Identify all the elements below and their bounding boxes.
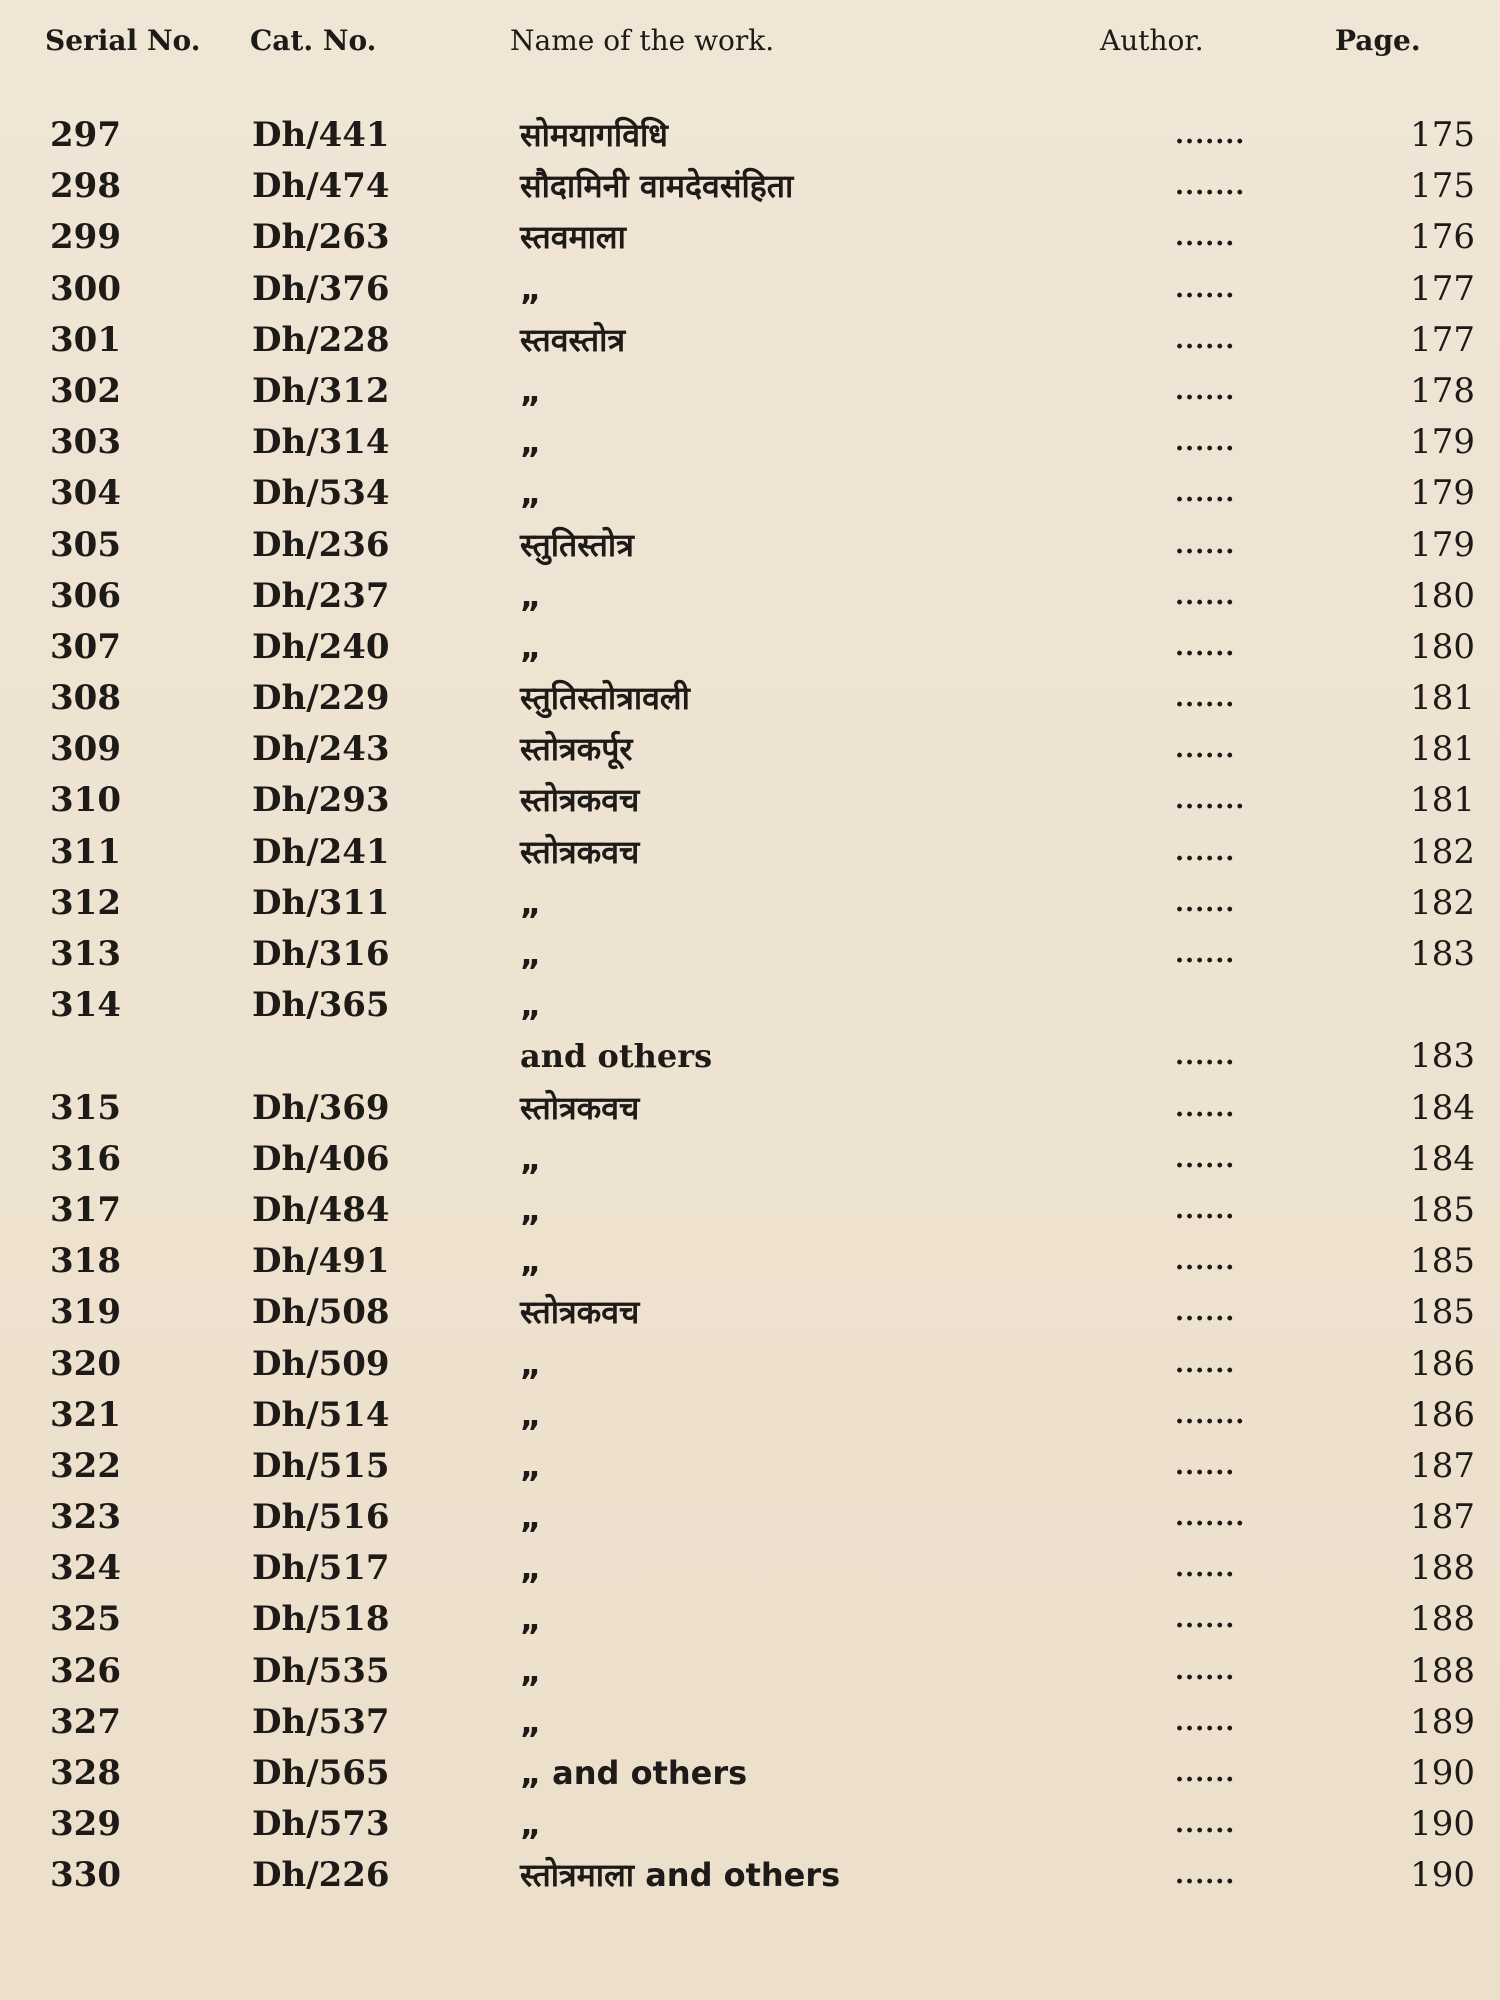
serial-no: 328 [50, 1753, 121, 1793]
serial-no: 299 [50, 217, 121, 258]
page-number: 184 [1410, 1087, 1475, 1128]
serial-no: 302 [50, 370, 121, 411]
serial-no: 303 [50, 422, 121, 463]
column-header-row [0, 24, 1500, 64]
serial-no: 321 [50, 1394, 121, 1435]
page-number: 186 [1410, 1394, 1475, 1435]
name-of-work: सौदामिनी वामदेवसंहिता [520, 167, 794, 206]
table-row [0, 417, 1500, 468]
author: ...... [1175, 1041, 1236, 1072]
header-page: Page. [1335, 24, 1421, 57]
author: ...... [1175, 1604, 1236, 1635]
table-row [0, 520, 1500, 571]
page-number: 179 [1410, 473, 1475, 514]
page-number: 188 [1410, 1548, 1475, 1589]
author: ...... [1175, 1143, 1236, 1174]
page-number: 178 [1410, 370, 1475, 411]
page-number: 185 [1410, 1189, 1475, 1230]
cat-no: Dh/316 [252, 934, 390, 974]
header-cat-no: Cat. No. [250, 24, 377, 57]
cat-no: Dh/491 [252, 1241, 390, 1282]
serial-no: 329 [50, 1804, 121, 1845]
cat-no: Dh/484 [252, 1189, 390, 1230]
table-row [0, 673, 1500, 724]
table-row [0, 1390, 1500, 1441]
cat-no: Dh/240 [252, 626, 390, 667]
table-row [0, 1441, 1500, 1492]
table-row [0, 1031, 1500, 1082]
table-row [0, 1748, 1500, 1799]
name-of-work: स्तुतिस्तोत्रावली [520, 679, 690, 718]
page-number: 177 [1410, 268, 1475, 309]
table-row [0, 1646, 1500, 1697]
table-row [0, 1236, 1500, 1287]
author: ....... [1175, 1502, 1246, 1533]
cat-no: Dh/226 [252, 1855, 390, 1896]
serial-no: 311 [50, 831, 121, 872]
name-of-work: „ [520, 423, 542, 462]
name-of-work: „ [520, 1600, 542, 1639]
page-number: 176 [1410, 217, 1475, 258]
page-number: 188 [1410, 1650, 1475, 1691]
catalogue-table [0, 110, 1500, 1902]
cat-no: Dh/312 [252, 370, 390, 411]
table-row [0, 980, 1500, 1031]
name-of-work: „ [520, 269, 542, 308]
author: ...... [1175, 1655, 1236, 1686]
name-of-work: „ [520, 1139, 542, 1178]
page-number: 190 [1410, 1804, 1475, 1845]
cat-no: Dh/565 [252, 1753, 390, 1793]
page-number: 184 [1410, 1138, 1475, 1179]
author: ...... [1175, 529, 1236, 560]
table-row [0, 110, 1500, 161]
cat-no: Dh/365 [252, 985, 390, 1026]
name-of-work: „ [520, 935, 542, 973]
cat-no: Dh/237 [252, 575, 390, 616]
page-number: 187 [1410, 1445, 1475, 1486]
cat-no: Dh/518 [252, 1599, 390, 1640]
name-of-work: „ [520, 1395, 542, 1434]
name-of-work: „ [520, 1242, 542, 1281]
table-row [0, 724, 1500, 775]
page-number: 185 [1410, 1292, 1475, 1333]
cat-no: Dh/509 [252, 1343, 390, 1384]
name-of-work: „ [520, 1805, 542, 1844]
page-number: 175 [1410, 166, 1475, 207]
cat-no: Dh/474 [252, 166, 390, 207]
serial-no: 324 [50, 1548, 121, 1589]
cat-no: Dh/314 [252, 422, 390, 463]
author: ...... [1175, 1246, 1236, 1277]
cat-no: Dh/573 [252, 1804, 390, 1845]
name-of-work: „ [520, 1651, 542, 1690]
table-row [0, 1543, 1500, 1594]
table-row [0, 929, 1500, 980]
cat-no: Dh/236 [252, 524, 390, 565]
name-of-work: स्तवमाला [520, 218, 626, 257]
author: ...... [1175, 324, 1236, 355]
author: ...... [1175, 1092, 1236, 1123]
page-number: 183 [1410, 1036, 1475, 1077]
serial-no: 304 [50, 473, 121, 514]
cat-no: Dh/516 [252, 1497, 390, 1538]
cat-no: Dh/376 [252, 268, 390, 309]
author: ....... [1175, 120, 1246, 150]
cat-no: Dh/406 [252, 1138, 390, 1179]
page-number: 179 [1410, 422, 1475, 463]
author: ...... [1175, 683, 1236, 714]
serial-no: 330 [50, 1855, 121, 1896]
serial-no: 322 [50, 1445, 121, 1486]
serial-no: 305 [50, 524, 121, 565]
author: ...... [1175, 580, 1236, 611]
page-number: 189 [1410, 1701, 1475, 1742]
table-row [0, 1287, 1500, 1338]
author: ...... [1175, 273, 1236, 304]
table-row [0, 468, 1500, 519]
cat-no: Dh/243 [252, 729, 390, 770]
cat-no: Dh/515 [252, 1445, 390, 1486]
page-number: 182 [1410, 882, 1475, 923]
author: ...... [1175, 1860, 1236, 1891]
name-of-work: and others [520, 1037, 713, 1076]
name-of-work: स्तोत्रमाला and others [520, 1856, 841, 1895]
author: ...... [1175, 1297, 1236, 1328]
name-of-work: „ [520, 1702, 542, 1741]
author: ...... [1175, 1194, 1236, 1225]
author: ...... [1175, 222, 1236, 253]
table-row [0, 1850, 1500, 1901]
table-row [0, 212, 1500, 263]
serial-no: 308 [50, 678, 121, 719]
cat-no: Dh/241 [252, 831, 390, 872]
cat-no: Dh/514 [252, 1394, 390, 1435]
name-of-work: „ [520, 474, 542, 513]
table-row [0, 827, 1500, 878]
page-number: 185 [1410, 1241, 1475, 1282]
page-number: 188 [1410, 1599, 1475, 1640]
table-row [0, 315, 1500, 366]
cat-no: Dh/441 [252, 115, 390, 155]
author: ...... [1175, 1809, 1236, 1840]
page-number: 190 [1410, 1753, 1475, 1793]
name-of-work: स्तुतिस्तोत्र [520, 525, 634, 564]
serial-no: 315 [50, 1087, 121, 1128]
name-of-work: „ [520, 371, 542, 410]
table-row [0, 1799, 1500, 1850]
table-row [0, 775, 1500, 826]
author: ...... [1175, 734, 1236, 765]
serial-no: 318 [50, 1241, 121, 1282]
author: ...... [1175, 478, 1236, 509]
name-of-work: „ [520, 627, 542, 666]
table-row [0, 878, 1500, 929]
name-of-work: „ [520, 1549, 542, 1588]
table-row [0, 1697, 1500, 1748]
serial-no: 297 [50, 115, 121, 155]
author: ...... [1175, 1758, 1236, 1788]
page-number: 190 [1410, 1855, 1475, 1896]
header-name-of-work: Name of the work. [510, 24, 775, 57]
serial-no: 298 [50, 166, 121, 207]
author: ....... [1175, 1399, 1246, 1430]
cat-no: Dh/229 [252, 678, 390, 719]
author: ....... [1175, 785, 1246, 816]
author: ....... [1175, 171, 1246, 202]
name-of-work: स्तोत्रकवच [520, 832, 640, 871]
serial-no: 319 [50, 1292, 121, 1333]
header-author: Author. [1100, 24, 1204, 57]
author: ...... [1175, 939, 1236, 969]
author: ...... [1175, 427, 1236, 458]
name-of-work: „ [520, 576, 542, 615]
serial-no: 326 [50, 1650, 121, 1691]
author: ...... [1175, 1553, 1236, 1584]
cat-no: Dh/311 [252, 882, 390, 923]
page-number: 187 [1410, 1497, 1475, 1538]
page-number: 182 [1410, 831, 1475, 872]
table-row [0, 1185, 1500, 1236]
serial-no: 301 [50, 319, 121, 360]
table-row [0, 1339, 1500, 1390]
cat-no: Dh/263 [252, 217, 390, 258]
table-row [0, 366, 1500, 417]
cat-no: Dh/535 [252, 1650, 390, 1691]
name-of-work: „ [520, 1190, 542, 1229]
name-of-work: स्तोत्रकर्पूर [520, 730, 633, 769]
serial-no: 320 [50, 1343, 121, 1384]
name-of-work: „ [520, 986, 542, 1025]
name-of-work: „ and others [520, 1754, 748, 1792]
cat-no: Dh/534 [252, 473, 390, 514]
author: ...... [1175, 1450, 1236, 1481]
serial-no: 323 [50, 1497, 121, 1538]
table-row [0, 1492, 1500, 1543]
serial-no: 310 [50, 780, 121, 821]
name-of-work: स्तोत्रकवच [520, 1088, 640, 1127]
table-row [0, 622, 1500, 673]
name-of-work: सोमयागविधि [520, 116, 668, 154]
cat-no: Dh/537 [252, 1701, 390, 1742]
header-serial-no: Serial No. [45, 24, 201, 57]
page-number: 180 [1410, 575, 1475, 616]
cat-no: Dh/508 [252, 1292, 390, 1333]
page-number: 180 [1410, 626, 1475, 667]
table-row [0, 571, 1500, 622]
page-number: 179 [1410, 524, 1475, 565]
table-row [0, 264, 1500, 315]
name-of-work: „ [520, 883, 542, 922]
author: ...... [1175, 836, 1236, 867]
page-number: 181 [1410, 729, 1475, 770]
author: ...... [1175, 631, 1236, 662]
table-row [0, 1134, 1500, 1185]
name-of-work: „ [520, 1498, 542, 1537]
name-of-work: स्तोत्रकवच [520, 1293, 640, 1332]
serial-no: 317 [50, 1189, 121, 1230]
cat-no: Dh/228 [252, 319, 390, 360]
serial-no: 325 [50, 1599, 121, 1640]
table-row [0, 1594, 1500, 1645]
author: ...... [1175, 887, 1236, 918]
table-row [0, 1083, 1500, 1134]
table-row [0, 161, 1500, 212]
cat-no: Dh/293 [252, 780, 390, 821]
name-of-work: „ [520, 1344, 542, 1383]
serial-no: 327 [50, 1701, 121, 1742]
serial-no: 312 [50, 882, 121, 923]
author: ...... [1175, 375, 1236, 406]
serial-no: 306 [50, 575, 121, 616]
serial-no: 314 [50, 985, 121, 1026]
page-number: 175 [1410, 115, 1475, 155]
name-of-work: स्तवस्तोत्र [520, 320, 626, 359]
serial-no: 307 [50, 626, 121, 667]
page-number: 183 [1410, 934, 1475, 974]
name-of-work: „ [520, 1446, 542, 1485]
serial-no: 313 [50, 934, 121, 974]
cat-no: Dh/369 [252, 1087, 390, 1128]
page-number: 181 [1410, 780, 1475, 821]
serial-no: 316 [50, 1138, 121, 1179]
name-of-work: स्तोत्रकवच [520, 781, 640, 820]
serial-no: 300 [50, 268, 121, 309]
author: ...... [1175, 1706, 1236, 1737]
author: ...... [1175, 1348, 1236, 1379]
page-number: 177 [1410, 319, 1475, 360]
cat-no: Dh/517 [252, 1548, 390, 1589]
serial-no: 309 [50, 729, 121, 770]
page-number: 186 [1410, 1343, 1475, 1384]
page-number: 181 [1410, 678, 1475, 719]
